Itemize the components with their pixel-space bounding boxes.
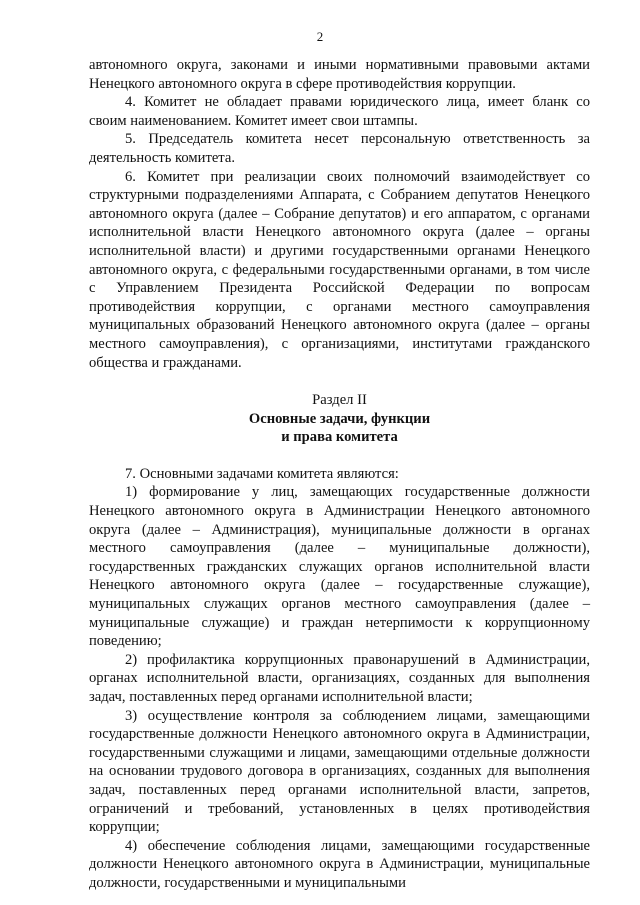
paragraph-item-5: 5. Председатель комитета несет персональную ответственность за деятельность комитета. xyxy=(89,131,590,166)
subitem-3: 3) осуществление контроля за соблюдением лицами, замещающими государственные должности Ненецкого автономного округа в Администрации, государственными служащими и лицами, замещающими отдельные должности на основании трудового договора в организациях, созданных для выполнения задач, поставленных перед органами исполнительной власти, запретов, ограничений и требований, установленных в целях противодействия коррупции; xyxy=(89,707,590,836)
subitem-4: 4) обеспечение соблюдения лицами, замещающими государственные должности Ненецкого автономного округа в Администрации, муниципальные должности, государственными и муниципальными xyxy=(89,837,590,891)
section-title-line-1: Основные задачи, функции xyxy=(248,410,431,427)
page-number: 2 xyxy=(316,29,324,44)
subitem-1: 1) формирование у лиц, замещающих государственные должности Ненецкого автономного округа в Администрации Ненецкого автономного округа (далее – Администрация), муниципальные должности в органах местного самоуправления (далее – муниципальные должности), государственных гражданских служащих органов исполнительной власти Ненецкого автономного округа (далее – государственные служащие), муниципальных служащих органов местного самоуправления (далее – муниципальные служащие) и граждан нетерпимости к коррупционному поведению; xyxy=(89,484,590,650)
section-title-line-2: и права комитета xyxy=(281,429,398,446)
document-body xyxy=(89,56,590,893)
paragraph-item-4: 4. Комитет не обладает правами юридического лица, имеет бланк со своим наименованием. Комитет имеет свои штампы. xyxy=(89,94,590,129)
paragraph-item-7: 7. Основными задачами комитета являются: xyxy=(125,465,399,482)
section-heading xyxy=(89,391,590,447)
section-label: Раздел II xyxy=(312,392,367,409)
paragraph-item-6: 6. Комитет при реализации своих полномочий взаимодействует со структурными подразделениями Аппарата, с Собранием депутатов Ненецкого автономного округа (далее – Собрание депутатов) и его аппаратом, с органами исполнительной власти Ненецкого автономного округа (далее – органы исполнительной власти) и другими государственными органами Ненецкого автономного округа, с федеральными государственными органами, в том числе с Управлением Президента Российской Федерации по вопросам противодействия коррупции, с органами местного самоуправления муниципальных образований Ненецкого автономного округа (далее – органы местного самоуправления), с организациями, институтами гражданского общества и гражданами. xyxy=(89,168,590,371)
subitem-2: 2) профилактика коррупционных правонарушений в Администрации, органах исполнительной власти, организациях, созданных для выполнения задач, поставленных перед органами исполнительной власти; xyxy=(89,651,590,705)
paragraph-continuation: автономного округа, законами и иными нормативными правовыми актами Ненецкого автономного округа в сфере противодействия коррупции. xyxy=(89,57,590,92)
